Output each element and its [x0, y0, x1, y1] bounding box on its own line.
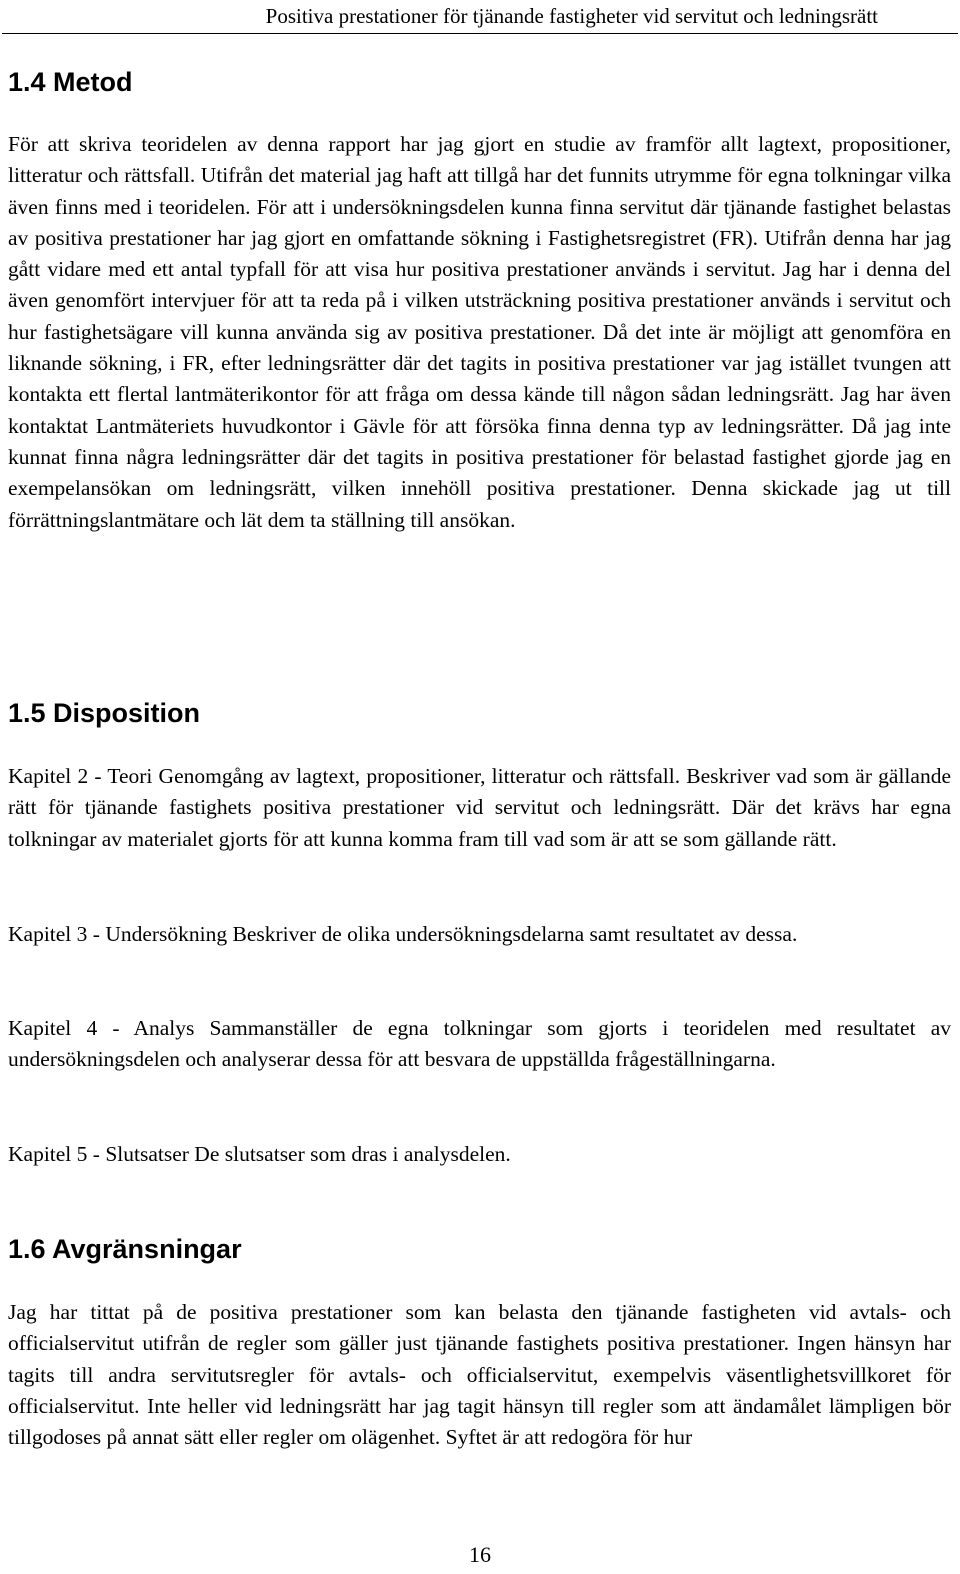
running-header: Positiva prestationer för tjänande fastigheter vid servitut och ledningsrätt [265, 4, 878, 28]
heading-avgransningar: 1.6 Avgränsningar [8, 1234, 242, 1264]
header-rule [2, 33, 958, 34]
heading-disposition: 1.5 Disposition [8, 698, 201, 728]
paragraph-avgransningar: Jag har tittat på de positiva prestationer som kan belasta den tjänande fastigheten vid avtals- och officialservitut utifrån de regler som gäller just tjänande fastighets positiva prestationer. Ingen hänsyn har tagits till andra servitutsregler för avtals- och officialservitut, exempelvis väsentlighetsvillkoret för officialservitut. Inte heller vid ledningsrätt har jag tagit hänsyn till regler som att ändamålet lämpligen bör tillgodoses på annat sätt eller regler om olägenhet. Syftet är att redogöra för hur [8, 1300, 951, 1450]
heading-metod: 1.4 Metod [8, 67, 133, 97]
paragraph-kapitel-5: Kapitel 5 - Slutsatser De slutsatser som dras i analysdelen. [8, 1142, 511, 1166]
paragraph-kapitel-3: Kapitel 3 - Undersökning Beskriver de olika undersökningsdelarna samt resultatet av dessa. [8, 922, 798, 946]
page-number: 16 [469, 1542, 491, 1567]
paragraph-kapitel-4: Kapitel 4 - Analys Sammanställer de egna tolkningar som gjorts i teoridelen med resultatet av undersökningsdelen och analyserar dessa för att besvara de uppställda frågeställningarna. [8, 1016, 951, 1072]
paragraph-kapitel-2: Kapitel 2 - Teori Genomgång av lagtext, propositioner, litteratur och rättsfall. Beskriver vad som är gällande rätt för tjänande fastighets positiva prestationer vid servitut och ledningsrätt. Där det krävs har egna tolkningar av materialet gjorts för att kunna komma fram till vad som är att se som gällande rätt. [8, 764, 951, 851]
paragraph-metod: För att skriva teoridelen av denna rapport har jag gjort en studie av framför allt lagtext, propositioner, litteratur och rättsfall. Utifrån det material jag haft att tillgå har det funnits utrymme för egna tolkningar vilka även finns med i teoridelen. För att i undersökningsdelen kunna finna servitut där tjänande fastighet belastas av positiva prestationer har jag gjort en omfattande sökning i Fastighetsregistret (FR). Utifrån denna har jag gått vidare med ett antal typfall för att visa hur positiva prestationer används i servitut. Jag har i denna del även genomfört intervjuer för att ta reda på i vilken utsträckning positiva prestationer används i servitut och hur fastighetsägare vill kunna använda sig av positiva prestationer. Då det inte är möjligt att genomföra en liknande sökning, i FR, efter ledningsrätter där det tagits in positiva prestationer var jag istället tvungen att kontakta ett flertal lantmäterikontor för att fråga om dessa kände till någon sådan ledningsrätt. Jag har även kontaktat Lantmäteriets huvudkontor i Gävle för att försöka finna denna typ av ledningsrätter. Då jag inte kunnat finna några ledningsrätter där det tagits in positiva prestationer för belastad fastighet gjorde jag en exempelansökan om ledningsrätt, vilken innehöll positiva prestationer. Denna skickade jag ut till förrättningslantmätare och lät dem ta ställning till ansökan. [8, 132, 951, 532]
